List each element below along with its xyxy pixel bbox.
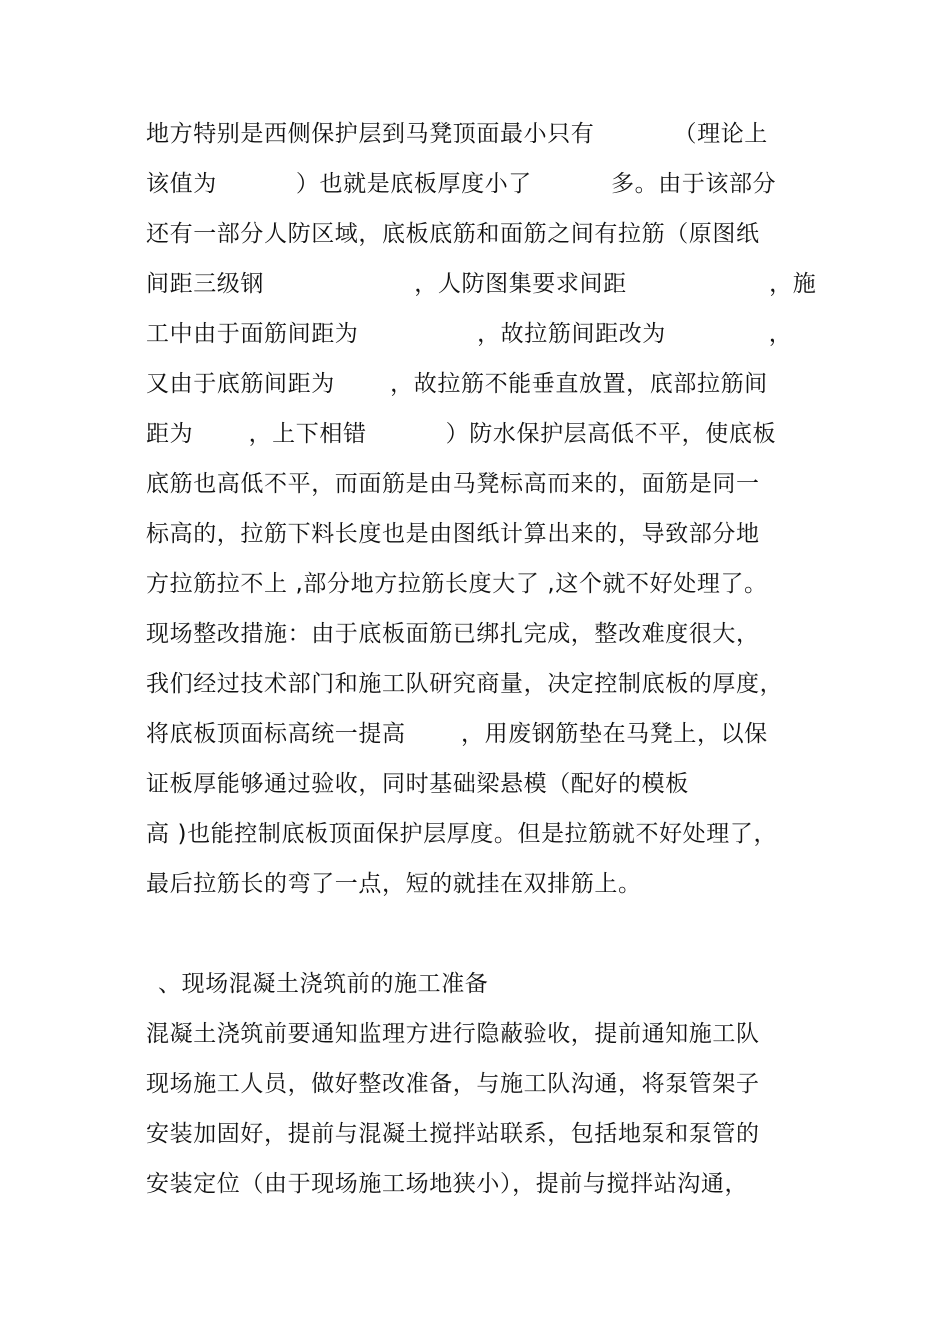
section-heading: 、现场混凝土浇筑前的施工准备 [158, 971, 489, 997]
text-line: 底筋也高低不平，而面筋是由马凳标高而来的，面筋是同一 [146, 471, 760, 497]
text-line: 高 )也能控制底板顶面保护层厚度。但是拉筋就不好处理了， [146, 821, 778, 847]
text-line: 距为 ，上下相错 ）防水保护层高低不平，使底板 [146, 421, 777, 447]
text-line: 方拉筋拉不上 ,部分地方拉筋长度大了 ,这个就不好处理了。 [146, 571, 768, 597]
text-line: 我们经过技术部门和施工队研究商量，决定控制底板的厚度， [146, 671, 784, 697]
text-line: 证板厚能够通过验收，同时基础梁悬模（配好的模板 [146, 771, 689, 797]
text-line: 还有一部分人防区域，底板底筋和面筋之间有拉筋（原图纸 [146, 221, 760, 247]
text-line: 地方特别是西侧保护层到马凳顶面最小只有 （理论上 [146, 121, 768, 147]
text-line: 该值为 ）也就是底板厚度小了 多。由于该部分 [146, 171, 777, 197]
text-line: 最后拉筋长的弯了一点，短的就挂在双排筋上。 [146, 871, 642, 897]
text-line: 又由于底筋间距为 ，故拉筋不能垂直放置，底部拉筋间 [146, 371, 768, 397]
text-line: 间距三级钢 ，人防图集要求间距 ，施 [146, 271, 817, 297]
text-line: 混凝土浇筑前要通知监理方进行隐蔽验收，提前通知施工队 [146, 1021, 760, 1047]
text-line: 安装定位（由于现场施工场地狭小），提前与搅拌站沟通， [146, 1171, 749, 1197]
text-line: 将底板顶面标高统一提高 ，用废钢筋垫在马凳上，以保 [146, 721, 768, 747]
text-line: 现场整改措施：由于底板面筋已绑扎完成，整改难度很大， [146, 621, 760, 647]
text-line: 现场施工人员，做好整改准备，与施工队沟通，将泵管架子 [146, 1071, 760, 1097]
text-line: 工中由于面筋间距为 ，故拉筋间距改为 ， [146, 321, 793, 347]
text-line: 安装加固好，提前与混凝土搅拌站联系，包括地泵和泵管的 [146, 1121, 760, 1147]
text-line: 标高的，拉筋下料长度也是由图纸计算出来的，导致部分地 [146, 521, 760, 547]
